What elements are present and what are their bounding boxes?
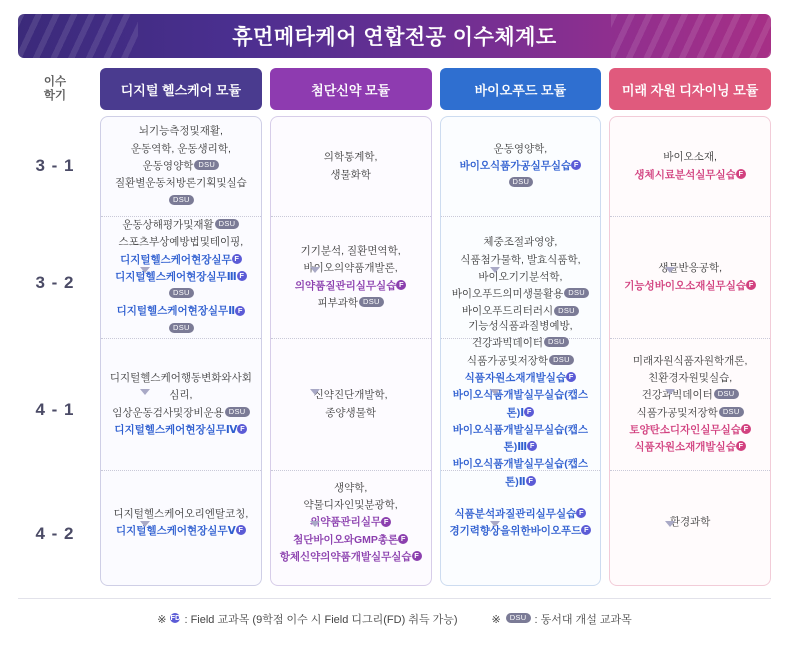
cell-3-2-advanced-drug: [271, 217, 431, 339]
course-item: [279, 387, 423, 404]
course-name: 토양탄소디자인실무실습: [629, 423, 741, 436]
course-item: [449, 506, 593, 523]
cell-3-2-digital-healthcare: [101, 217, 261, 339]
course-item: [109, 141, 253, 158]
course-item: [109, 422, 253, 439]
dsu-badge-icon: DSU: [169, 288, 194, 298]
legend-field-course: [157, 611, 457, 627]
field-degree-icon: F: [237, 424, 247, 434]
module-header-future-resource: [609, 68, 771, 110]
course-item: [618, 278, 762, 295]
dsu-badge-icon: DSU: [169, 195, 194, 205]
module-header-label: 디지털 헬스케어 모듈: [120, 82, 241, 98]
dsu-badge-icon: DSU: [506, 613, 531, 623]
course-item: [279, 260, 423, 277]
course-name: 기능성바이오소재실무실습: [624, 279, 746, 292]
semester-column: [18, 116, 92, 586]
course-item: [618, 353, 762, 370]
course-name: 경기력향상을위한바이오푸드: [449, 525, 582, 537]
course-name: 생약학,: [333, 481, 368, 494]
legend-asterisk: ※: [491, 613, 501, 626]
semester-label-4-1: 4 - 1: [35, 400, 75, 419]
module-header-label: 바이오푸드 모듈: [474, 82, 567, 98]
legend-dsu-text: : 동서대 개설 교과목: [534, 614, 632, 626]
module-header-advanced-drug: [270, 68, 432, 110]
course-item: [449, 252, 593, 269]
course-name: 바이오식품개발실무실습(캡스톤)Ⅲ: [452, 423, 589, 454]
cell-4-1-advanced-drug: [271, 339, 431, 471]
course-item: [109, 405, 253, 422]
course-item: [279, 295, 423, 312]
cell-3-1-digital-healthcare: [101, 117, 261, 217]
matrix-body: [18, 116, 771, 586]
field-degree-icon: F: [526, 476, 536, 486]
field-degree-icon: F: [736, 169, 746, 179]
dsu-badge-icon: DSU: [549, 355, 574, 365]
course-item: [109, 217, 253, 234]
course-name: 기능성식품과질병예방,: [468, 319, 573, 332]
course-name: 식품가공및저장학: [466, 354, 549, 367]
dsu-badge-icon: DSU: [215, 219, 240, 229]
column-biofood: [440, 116, 602, 586]
field-degree-icon: F: [398, 534, 408, 544]
field-degree-icon: F: [237, 271, 247, 281]
course-name: 건강과빅데이터: [471, 337, 543, 350]
field-degree-icon: FD: [170, 613, 181, 622]
course-item: [449, 318, 593, 335]
course-name: 바이오의약품개발론,: [303, 262, 398, 275]
course-item: [618, 260, 762, 277]
course-item: [279, 514, 423, 531]
course-name: 임상운동검사및장비운용: [112, 406, 224, 419]
dsu-badge-icon: DSU: [714, 389, 739, 399]
course-name: 친환경자원및실습,: [648, 371, 733, 384]
course-name: 생물반응공학,: [658, 262, 723, 275]
module-header-label: 미래 자원 디자이닝 모듈: [621, 82, 759, 98]
course-name: 바이오소재,: [663, 151, 717, 164]
course-name: 환경과학: [669, 516, 711, 529]
course-item: [449, 269, 593, 286]
course-name: 운동상해평가및재활: [122, 218, 214, 231]
course-item: [109, 269, 253, 304]
cell-3-1-advanced-drug: [271, 117, 431, 217]
cell-4-1-digital-healthcare: [101, 339, 261, 471]
course-item: [279, 497, 423, 514]
course-item: [109, 506, 253, 523]
dsu-badge-icon: DSU: [359, 297, 384, 307]
column-advanced-drug: [270, 116, 432, 586]
course-item: [449, 370, 593, 387]
column-future-resource: [609, 116, 771, 586]
course-name: 의약품관리실무: [310, 516, 382, 529]
course-item: [449, 456, 593, 491]
legend-field-text: : Field 교과목 (9학점 이수 시 Field 디그리(FD) 취득 가능): [184, 614, 458, 626]
course-item: [618, 167, 762, 184]
field-degree-icon: F: [381, 517, 391, 527]
semester-header-line2: 학기: [43, 90, 67, 102]
course-item: [279, 167, 423, 184]
field-degree-icon: F: [235, 306, 245, 316]
cell-4-2-advanced-drug: [271, 471, 431, 575]
field-degree-icon: F: [566, 372, 576, 382]
module-header-digital-healthcare: [100, 68, 262, 110]
course-item: [618, 149, 762, 166]
course-name: 운동영양학: [142, 159, 194, 172]
course-name: 바이오푸드리터러시: [461, 305, 554, 318]
course-name: 디지털헬스케어현장실무Ⅲ: [115, 270, 237, 283]
course-item: [618, 387, 762, 404]
course-name: 약물디자인및분광학,: [303, 499, 398, 512]
semester-label-4-2: 4 - 2: [35, 524, 75, 543]
course-name: 디지털헬스케어행동변화와사회심리,: [109, 371, 252, 402]
course-name: 의약품질관리실무실습: [294, 279, 397, 292]
course-name: 디지털헬스케어현장실무: [120, 253, 232, 266]
course-item: [449, 523, 593, 540]
course-item: [449, 335, 593, 352]
field-degree-icon: F: [527, 441, 537, 451]
diagram-page: [0, 14, 789, 668]
course-name: 디지털헬스케어오리엔탈코칭,: [113, 507, 249, 520]
course-item: [449, 422, 593, 457]
field-degree-icon: F: [571, 160, 581, 170]
course-name: 첨단바이오와GMP총론: [293, 533, 399, 546]
course-name: 식품가공및저장학: [636, 406, 718, 419]
course-name: 디지털헬스케어현장실무Ⅴ: [116, 525, 236, 537]
course-item: [279, 532, 423, 549]
course-item: [109, 303, 253, 338]
course-name: 뇌기능측정및재활,: [138, 125, 223, 138]
page-banner: [18, 14, 771, 58]
field-degree-icon: F: [412, 551, 422, 561]
course-item: [449, 387, 593, 422]
module-header-biofood: [440, 68, 602, 110]
field-degree-icon: F: [741, 424, 751, 434]
cell-3-1-biofood: [441, 117, 601, 217]
dsu-badge-icon: DSU: [225, 407, 250, 417]
course-item: [279, 149, 423, 166]
semester-label-3-1: 3 - 1: [35, 156, 75, 175]
course-item: [618, 514, 762, 531]
course-name: 바이오기기분석학,: [478, 270, 563, 283]
cell-4-1-biofood: [441, 319, 601, 488]
field-degree-icon: F: [576, 508, 586, 518]
legend-asterisk: ※: [157, 613, 167, 626]
course-item: [279, 405, 423, 422]
course-item: [279, 243, 423, 260]
course-item: [618, 370, 762, 387]
dsu-badge-icon: DSU: [564, 288, 589, 298]
course-item: [109, 123, 253, 140]
course-name: 질환별운동처방론기획및실습: [114, 177, 247, 190]
semester-header: [18, 68, 92, 110]
course-name: 바이오식품개발실무실습(캡스톤)Ⅰ: [452, 389, 589, 419]
course-item: [109, 175, 253, 210]
course-name: 기기분석, 질환면역학,: [300, 244, 401, 257]
field-degree-icon: F: [396, 280, 406, 290]
field-degree-icon: F: [232, 254, 242, 264]
course-item: [618, 422, 762, 439]
cell-4-2-digital-healthcare: [101, 471, 261, 575]
course-name: 건강과빅데이터: [641, 389, 713, 402]
course-item: [449, 234, 593, 251]
course-name: 미래자원식품자원학개론,: [632, 354, 748, 367]
course-name: 식품분석과질관리실무실습: [454, 507, 577, 520]
course-name: 식품첨가물학, 발효식품학,: [460, 253, 581, 266]
course-name: 바이오푸드의미생물활용: [451, 288, 564, 301]
course-name: 바이오식품개발실무실습(캡스톤)Ⅱ: [452, 458, 589, 488]
course-name: 식품자원소재개발실습: [634, 441, 736, 454]
course-name: 생체시료분석실무실습: [634, 168, 736, 181]
course-item: [279, 278, 423, 295]
course-name: 피부과학: [317, 296, 359, 309]
course-name: 체중조절과영양,: [483, 236, 558, 249]
header-row: [18, 68, 771, 116]
semester-header-line1: 이수: [43, 75, 67, 88]
dsu-badge-icon: DSU: [544, 337, 569, 347]
course-item: [618, 405, 762, 422]
course-item: [109, 158, 253, 175]
course-item: [109, 234, 253, 251]
module-header-label: 첨단신약 모듈: [311, 82, 391, 98]
cell-4-1-future-resource: [610, 339, 770, 471]
course-item: [279, 549, 423, 566]
course-name: 바이오식품가공실무실습: [459, 159, 572, 172]
page-title: 휴먼메타케어 연합전공 이수체계도: [232, 26, 557, 49]
legend: [18, 598, 771, 627]
field-degree-icon: F: [746, 280, 756, 290]
course-item: [109, 252, 253, 269]
course-name: 디지털헬스케어현장실무Ⅱ: [116, 305, 236, 318]
field-degree-icon: F: [524, 407, 534, 417]
course-name: 생물화학: [330, 168, 371, 181]
dsu-badge-icon: DSU: [554, 306, 579, 316]
course-name: 운동영양학,: [493, 142, 548, 155]
course-name: 디지털헬스케어현장실무Ⅳ: [114, 423, 238, 436]
dsu-badge-icon: DSU: [719, 407, 744, 417]
dsu-badge-icon: DSU: [509, 177, 534, 187]
course-name: 식품자원소재개발실습: [464, 371, 567, 384]
course-item: [449, 158, 593, 193]
course-item: [618, 439, 762, 456]
field-degree-icon: F: [236, 525, 246, 535]
column-digital-healthcare: [100, 116, 262, 586]
course-item: [449, 141, 593, 158]
course-name: 의학통계학,: [323, 151, 378, 164]
course-name: 스포츠부상예방법및테이핑,: [118, 236, 244, 249]
course-name: 종양생물학: [325, 406, 376, 419]
course-item: [449, 286, 593, 303]
dsu-badge-icon: DSU: [169, 323, 194, 333]
cell-4-2-future-resource: [610, 471, 770, 575]
semester-label-3-2: 3 - 2: [35, 273, 75, 292]
course-name: 신약진단개발학,: [313, 389, 388, 402]
cell-3-2-future-resource: [610, 217, 770, 339]
field-degree-icon: F: [736, 441, 746, 451]
course-name: 운동역학, 운동생리학,: [130, 142, 231, 155]
dsu-badge-icon: DSU: [194, 160, 219, 170]
course-name: 항체신약의약품개발실무실습: [279, 550, 412, 563]
cell-3-1-future-resource: [610, 117, 770, 217]
course-item: [109, 523, 253, 540]
course-item: [279, 480, 423, 497]
course-item: [449, 353, 593, 370]
course-item: [109, 370, 253, 405]
field-degree-icon: F: [581, 525, 591, 535]
legend-dsu-course: [492, 611, 632, 627]
